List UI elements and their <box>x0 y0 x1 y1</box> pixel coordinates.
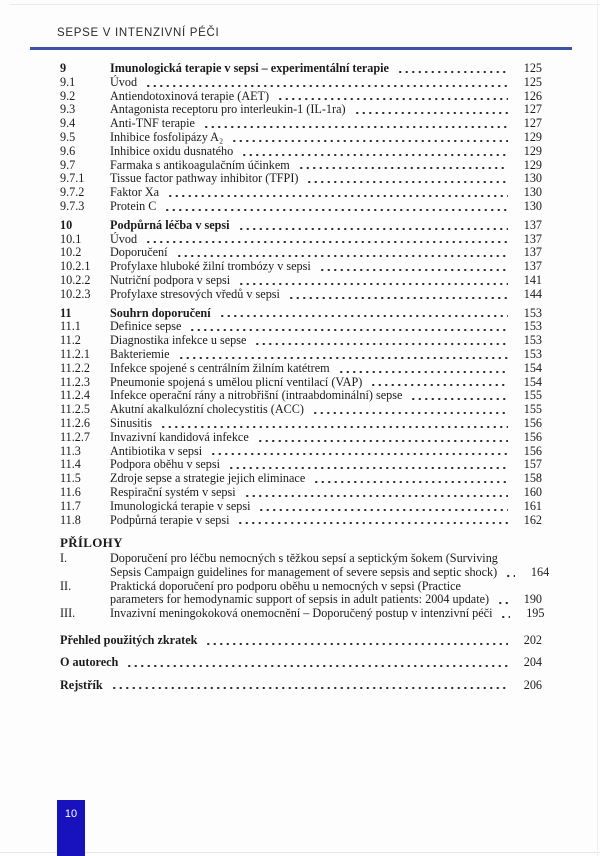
back-matter-page: 202 <box>523 633 542 648</box>
toc-entry-number: 10.2.1 <box>60 259 91 274</box>
toc-entry-page: 162 <box>523 512 542 527</box>
back-matter-title: O autorech <box>60 655 119 670</box>
toc-entry-number: 11.2.1 <box>60 346 91 361</box>
dot-leader <box>231 140 508 142</box>
toc-entry-number: 11.2.5 <box>60 402 91 417</box>
toc-entry-page: 130 <box>523 198 542 213</box>
dot-leader <box>145 241 508 243</box>
toc-entry-number: 10.2 <box>60 245 82 260</box>
appendix-entry-number: III. <box>60 606 76 621</box>
toc-entry-number: 10.2.2 <box>60 272 91 287</box>
toc-row <box>60 389 542 403</box>
dot-leader <box>210 453 508 455</box>
appendix-row <box>60 580 542 594</box>
toc-row <box>60 186 542 200</box>
toc-entry-number: 9.7.3 <box>60 198 85 213</box>
toc-row <box>60 219 542 233</box>
toc-entry-title: Souhrn doporučení <box>110 305 211 320</box>
toc-entry-title: Imunologická terapie v sepsi <box>110 498 251 513</box>
toc-row <box>60 246 542 260</box>
toc-entry-page: 157 <box>523 457 542 472</box>
toc-entry-number: 11.2.3 <box>60 374 91 389</box>
toc-row <box>60 307 542 321</box>
appendix-row-continuation <box>60 564 550 580</box>
back-matter-title: Rejstřík <box>60 677 103 692</box>
dot-leader <box>338 371 508 373</box>
toc-entry-number: 9.2 <box>60 88 76 103</box>
toc-entry-page: 153 <box>523 346 542 361</box>
toc-entry-title: Protein C <box>110 198 157 213</box>
toc-row <box>60 145 542 159</box>
dot-leader <box>288 297 508 299</box>
toc-row <box>60 103 542 117</box>
dot-leader <box>505 575 515 577</box>
dot-leader <box>258 509 508 511</box>
dot-leader <box>244 495 508 497</box>
toc-entry-page: 129 <box>523 129 542 144</box>
dot-leader <box>313 481 508 483</box>
toc-row <box>60 362 542 376</box>
toc-row <box>60 288 542 302</box>
toc-entry-page: 126 <box>523 88 542 103</box>
toc-row <box>60 172 542 186</box>
dot-leader <box>238 228 508 230</box>
toc-entry-number: 11.2.2 <box>60 360 91 375</box>
dot-leader <box>238 283 508 285</box>
toc-entry-page: 127 <box>523 116 542 131</box>
toc-entry-number: 9.7.1 <box>60 171 85 186</box>
toc-group <box>60 62 542 214</box>
appendix-entry-page: 195 <box>526 606 545 621</box>
toc-entry-page: 153 <box>523 319 542 334</box>
toc-entry-page: 155 <box>523 402 542 417</box>
toc-entry-number: 9.3 <box>60 102 76 117</box>
toc-entry-title: Imunologická terapie v sepsi – experimentální terapie <box>110 61 389 75</box>
toc-entry-title: Infekce spojené s centrálním žilním katétrem <box>110 360 330 375</box>
toc-entry-title: Bakteriemie <box>110 346 170 361</box>
toc-entry-number: 9.7.2 <box>60 185 85 200</box>
dot-leader <box>319 269 508 271</box>
scan-edge-bottom <box>0 852 600 853</box>
toc-entry-page: 153 <box>523 305 542 320</box>
toc-row <box>60 431 542 445</box>
toc-row <box>60 260 542 274</box>
toc-entry-title: Anti-TNF terapie <box>110 116 195 131</box>
dot-leader <box>205 643 508 645</box>
appendix-row-continuation <box>60 593 542 607</box>
back-matter <box>60 634 542 692</box>
dot-leader <box>189 329 508 331</box>
toc-entry-title: Respirační systém v sepsi <box>110 484 236 499</box>
toc-entry-title: Podpůrná léčba v sepsi <box>110 217 230 232</box>
back-matter-page: 206 <box>523 677 542 692</box>
toc-entry-page: 129 <box>523 157 542 172</box>
toc-entry-page: 144 <box>523 286 542 301</box>
running-header-title: SEPSE V INTENZIVNÍ PÉČI <box>57 27 220 39</box>
dot-leader <box>397 71 508 73</box>
toc-entry-title: Farmaka s antikoagulačním účinkem <box>110 157 290 172</box>
toc-entry-number: 11 <box>60 305 72 320</box>
toc-entry-title: Invazivní kandidová infekce <box>110 429 249 444</box>
toc-entry-title: Nutriční podpora v sepsi <box>110 272 231 287</box>
appendix-entry-page: 190 <box>523 592 542 607</box>
toc-entry-page: 154 <box>523 374 542 389</box>
toc-entry-number: 11.5 <box>60 471 81 486</box>
toc-row <box>60 486 542 500</box>
toc-entry-page: 137 <box>523 245 542 260</box>
dot-leader <box>354 112 508 114</box>
toc-group <box>60 219 542 302</box>
dot-leader <box>241 154 508 156</box>
toc-entry-page: 137 <box>523 231 542 246</box>
back-matter-page: 204 <box>523 655 542 670</box>
toc-entry-title: Profylaxe hluboké žilní trombózy v sepsi <box>110 259 311 274</box>
back-matter-row <box>60 679 542 693</box>
appendix-entry-line1: Praktická doporučení pro podporu oběhu u nemocných v sepsi (Practice <box>110 578 461 593</box>
toc-entry-title: Inhibice oxidu dusnatého <box>110 143 234 158</box>
toc-row <box>60 90 542 104</box>
toc-row <box>60 334 542 348</box>
toc-entry-number: 11.2 <box>60 333 81 348</box>
appendix-row <box>60 552 542 566</box>
toc-entry-page: 160 <box>523 484 542 499</box>
page-number-box <box>57 800 85 856</box>
dot-leader <box>178 357 508 359</box>
toc-entry-page: 154 <box>523 360 542 375</box>
toc-entry-title: Sinusitis <box>110 415 152 430</box>
toc-row <box>60 500 542 514</box>
toc-entry-page: 137 <box>523 259 542 274</box>
toc-entry-title: Antagonista receptoru pro interleukin-1 (IL-1ra) <box>110 102 346 117</box>
toc-entry-page: 161 <box>523 498 542 513</box>
dot-leader <box>167 195 508 197</box>
toc-row <box>60 403 542 417</box>
toc-entry-page: 125 <box>523 61 542 75</box>
toc-entry-title: Antiendotoxinová terapie (AET) <box>110 88 270 103</box>
dot-leader <box>219 315 508 317</box>
scan-edge-right <box>597 0 598 856</box>
toc-row <box>60 274 542 288</box>
dot-leader <box>203 126 508 128</box>
toc-entry-page: 158 <box>523 471 542 486</box>
appendix-entries <box>60 551 550 621</box>
dot-leader <box>257 440 508 442</box>
appendix-entry-line1: Invazivní meningokoková onemocnění – Doporučený postup v intenzivní péči <box>110 606 493 621</box>
toc-entry-title: Úvod <box>110 231 138 246</box>
back-matter-row <box>60 634 542 648</box>
toc-entry-title: Pneumonie spojená s umělou plicní ventilací (VAP) <box>110 374 363 389</box>
toc-entry-title: Doporučení <box>110 245 168 260</box>
toc-entry-number: 11.2.4 <box>60 388 91 403</box>
dot-leader <box>145 85 508 87</box>
toc-entry-number: 11.6 <box>60 484 81 499</box>
toc-row <box>60 445 542 459</box>
toc-entry-title: Definice sepse <box>110 319 182 334</box>
dot-leader <box>237 522 508 524</box>
toc-entry-title: Podpůrná terapie v sepsi <box>110 512 230 527</box>
dot-leader <box>370 384 508 386</box>
toc-entry-number: 11.2.7 <box>60 429 91 444</box>
toc-entry-page: 137 <box>523 217 542 232</box>
dot-leader <box>254 343 508 345</box>
toc-row <box>60 76 542 90</box>
toc-entry-number: 9 <box>60 61 67 75</box>
toc-entry-number: 9.5 <box>60 129 76 144</box>
appendix-entry-number: II. <box>60 578 72 593</box>
toc-entry-title: Faktor Xa <box>110 185 160 200</box>
toc-row <box>60 472 542 486</box>
toc-entry-title: Úvod <box>110 74 138 89</box>
header-rule <box>30 47 572 50</box>
toc-entry-number: 10.2.3 <box>60 286 91 301</box>
toc-entry-number: 11.4 <box>60 457 81 472</box>
toc-entry-number: 9.1 <box>60 74 76 89</box>
toc-entry-title: Antibiotika v sepsi <box>110 443 203 458</box>
toc-row <box>60 348 542 362</box>
dot-leader <box>500 616 510 618</box>
dot-leader <box>160 426 508 428</box>
dot-leader <box>312 412 508 414</box>
toc-entry-title: Infekce operační rány a nitrobřišní (intraabdominální) sepse <box>110 388 403 403</box>
toc-row <box>60 131 542 145</box>
toc-entry-page: 155 <box>523 388 542 403</box>
toc-entry-page: 129 <box>523 143 542 158</box>
toc-row <box>60 117 542 131</box>
dot-leader <box>164 209 508 211</box>
toc-entry-page: 156 <box>523 415 542 430</box>
toc-group <box>60 307 542 528</box>
toc-entry-page: 130 <box>523 185 542 200</box>
toc-row <box>60 200 542 214</box>
appendix-entry-number: I. <box>60 551 68 566</box>
toc-entry-title: Zdroje sepse a strategie jejich eliminace <box>110 471 306 486</box>
toc-row <box>60 376 542 390</box>
back-matter-title: Přehled použitých zkratek <box>60 633 198 648</box>
toc-entry-number: 10 <box>60 217 73 232</box>
toc-entry-number: 9.6 <box>60 143 76 158</box>
appendix-entry-line1: Doporučení pro léčbu nemocných s těžkou sepsí a septickým šokem (Surviving <box>110 551 498 566</box>
appendix-row <box>60 606 545 621</box>
toc-entry-number: 11.8 <box>60 512 81 527</box>
dot-leader <box>497 602 508 604</box>
back-matter-row <box>60 656 542 670</box>
scan-edge-top <box>10 4 600 5</box>
toc-entry-title: Profylaxe stresových vředů v sepsi <box>110 286 280 301</box>
appendix-entry-line2: Sepsis Campaign guidelines for management of severe sepsis and septic shock) <box>110 564 498 579</box>
toc-entry-page: 141 <box>523 272 542 287</box>
dot-leader <box>126 665 508 667</box>
toc-groups <box>60 62 542 527</box>
toc-entry-number: 10.1 <box>60 231 82 246</box>
toc-entry-page: 130 <box>523 171 542 186</box>
dot-leader <box>111 687 508 689</box>
toc-entry-title: Akutní akalkulózní cholecystitis (ACC) <box>110 402 304 417</box>
toc-row <box>60 320 542 334</box>
toc-row <box>60 417 542 431</box>
toc-entry-number: 11.3 <box>60 443 81 458</box>
toc-entry-page: 153 <box>523 333 542 348</box>
toc-entry-page: 127 <box>523 102 542 117</box>
toc-entry-number: 9.4 <box>60 116 76 131</box>
toc-entry-number: 9.7 <box>60 157 76 172</box>
toc-entry-title: Inhibice fosfolipázy A₂ <box>110 129 224 144</box>
toc-entry-number: 11.2.6 <box>60 415 91 430</box>
toc-entry-number: 11.7 <box>60 498 81 513</box>
appendix-entry-line2: parameters for hemodynamic support of sepsis in adult patients: 2004 update) <box>110 592 490 607</box>
appendix-entry-page: 164 <box>530 564 550 579</box>
toc-row <box>60 62 542 76</box>
toc-row <box>60 233 542 247</box>
toc-row <box>60 458 542 472</box>
page-number: 10 <box>64 808 78 820</box>
toc-row <box>60 514 542 528</box>
toc-entry-title: Podpora oběhu v sepsi <box>110 457 221 472</box>
dot-leader <box>228 467 508 469</box>
dot-leader <box>410 398 508 400</box>
dot-leader <box>298 167 508 169</box>
table-of-contents <box>60 61 550 701</box>
toc-entry-title: Tissue factor pathway inhibitor (TFPI) <box>110 171 299 186</box>
toc-entry-page: 156 <box>523 429 542 444</box>
toc-entry-number: 11.1 <box>60 319 81 334</box>
toc-entry-page: 125 <box>523 74 542 89</box>
toc-entry-title: Diagnostika infekce u sepse <box>110 333 247 348</box>
toc-entry-page: 156 <box>523 443 542 458</box>
dot-leader <box>306 181 508 183</box>
appendix-heading: PŘÍLOHY <box>60 535 123 551</box>
dot-leader <box>176 255 508 257</box>
dot-leader <box>277 98 508 100</box>
toc-row <box>60 159 542 173</box>
